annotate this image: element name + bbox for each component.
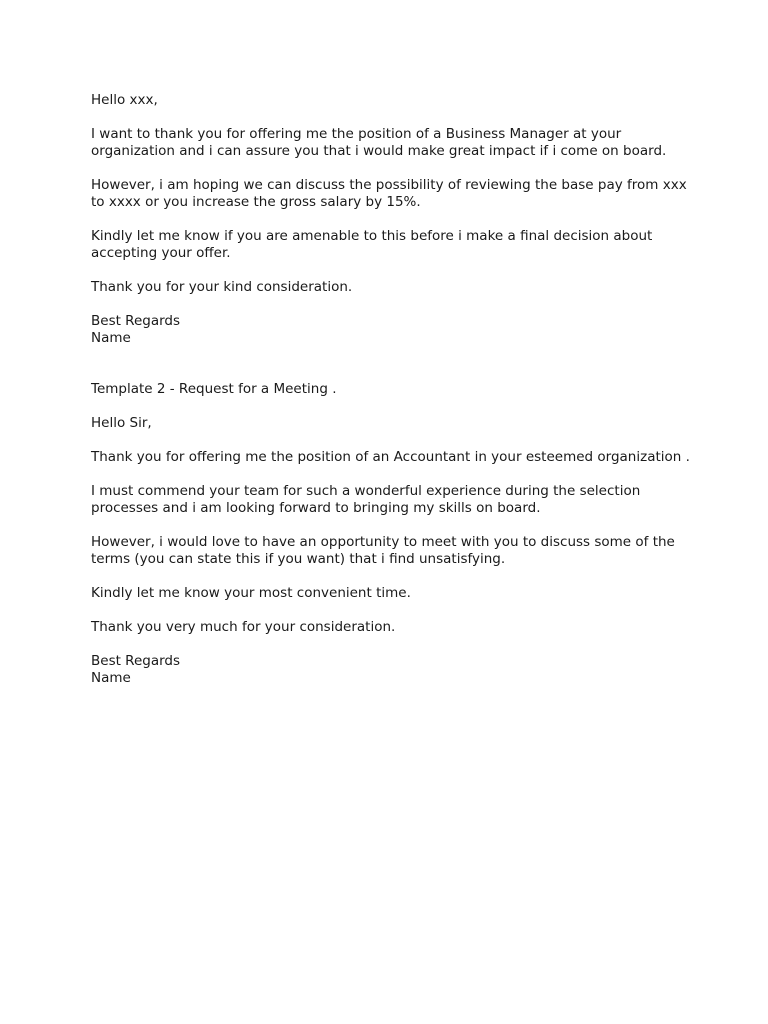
text-line: accepting your offer. (91, 245, 231, 261)
letter-1-paragraph-2 (91, 177, 691, 211)
text-line: Kindly let me know if you are amenable to this before i make a final decision about (91, 228, 653, 244)
text-line: I want to thank you for offering me the position of a Business Manager at your (91, 126, 622, 142)
letter-2-paragraph-2 (91, 483, 691, 517)
letter-1-greeting: Hello xxx, (91, 92, 158, 108)
letter-1-paragraph-3 (91, 228, 691, 262)
letter-2-paragraph-5: Thank you very much for your consideration. (91, 619, 396, 635)
letter-2-paragraph-3 (91, 534, 691, 568)
text-line: to xxxx or you increase the gross salary by 15%. (91, 194, 421, 210)
text-line: organization and i can assure you that i would make great impact if i come on board. (91, 143, 667, 159)
letter-1 (91, 92, 691, 347)
text-line: processes and i am looking forward to bringing my skills on board. (91, 500, 541, 516)
letter-1-signature: Name (91, 330, 131, 346)
letter-1-paragraph-4: Thank you for your kind consideration. (91, 279, 353, 295)
letter-2-closing: Best Regards (91, 653, 181, 669)
letter-2-signature: Name (91, 670, 131, 686)
text-line: I must commend your team for such a wonderful experience during the selection (91, 483, 641, 499)
text-line: However, i am hoping we can discuss the possibility of reviewing the base pay from xxx (91, 177, 687, 193)
letter-2 (91, 381, 691, 687)
letter-2-greeting: Hello Sir, (91, 415, 152, 431)
letter-1-closing: Best Regards (91, 313, 181, 329)
document-page (91, 92, 691, 687)
template-2-heading: Template 2 - Request for a Meeting . (91, 381, 337, 397)
text-line: However, i would love to have an opportunity to meet with you to discuss some of the (91, 534, 675, 550)
letter-2-paragraph-1: Thank you for offering me the position of an Accountant in your esteemed organization . (91, 449, 690, 465)
text-line: terms (you can state this if you want) that i find unsatisfying. (91, 551, 506, 567)
letter-1-paragraph-1 (91, 126, 691, 160)
letter-2-paragraph-4: Kindly let me know your most convenient time. (91, 585, 411, 601)
